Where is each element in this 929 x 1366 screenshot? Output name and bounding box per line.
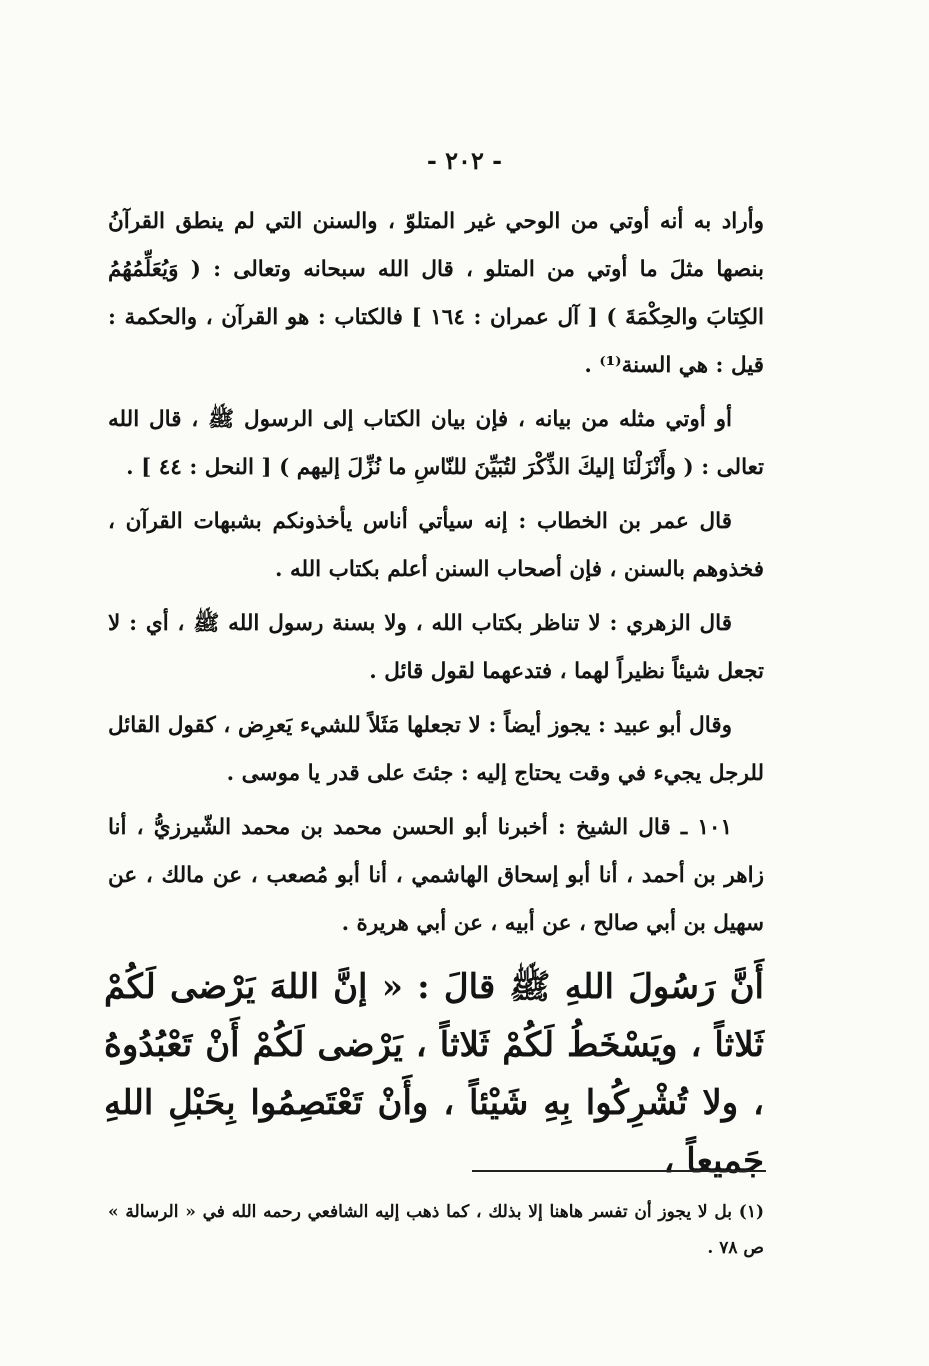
page-number: - ٢٠٢ - (426, 146, 503, 175)
paragraph-4: قال الزهري : لا تناظر بكتاب الله ، ولا بسنة رسول الله ﷺ ، أي : لا تجعل شيئاً نظيراً لهما ، فتدعهما لقول قائل . (108, 611, 764, 684)
paragraph-2: أو أوتي مثله من بيانه ، فإن بيان الكتاب إلى الرسول ﷺ ، قال الله تعالى : ( وأَنْزَلْنَا إليكَ الذِّكْرَ لتُبَيِّنَ للنّاسِ ما نُزِّلَ إليهم ) [ النحل : ٤٤ ] . (108, 407, 764, 480)
paragraph-1: وأراد به أنه أوتي من الوحي غير المتلوّ ، والسنن التي لم ينطق القرآنُ بنصها مثلَ ما أوتي من المتلو ، قال الله سبحانه وتعالى : ( وَيُعَلِّمُهُمُ الكِتابَ والحِكْمَةَ ) [ آل عمران : ١٦٤ ] فالكتاب : هو القرآن ، والحكمة : قيل : هي السنة⁽¹⁾ . (108, 209, 764, 378)
main-text (108, 198, 764, 954)
footnote-divider (472, 1170, 766, 1172)
footnote: (١) بل لا يجوز أن تفسر هاهنا إلا بذلك ، كما ذهب إليه الشافعي رحمه الله في « الرسالة » ص ٧٨ . (108, 1202, 764, 1258)
hadith-text: أَنَّ رَسُولَ اللهِ ﷺ قالَ : « إنَّ اللهَ يَرْضى لَكُمْ ثَلاثاً ، ويَسْخَطُ لَكُمْ ثَلاثاً ، يَرْضى لَكُمْ أَنْ تَعْبُدُوهُ ، ولا تُشْرِكُوا بِهِ شَيْئاً ، وأَنْ تَعْتَصِمُوا بِحَبْلِ اللهِ جَميعاً ، (104, 967, 764, 1181)
paragraph-isnad: ١٠١ ـ قال الشيخ : أخبرنا أبو الحسن محمد بن محمد الشّيرزيُّ ، أنا زاهر بن أحمد ، أنا أبو إسحاق الهاشمي ، أنا أبو مُصعب ، عن مالك ، عن سهيل بن أبي صالح ، عن أبيه ، عن أبي هريرة . (108, 815, 764, 936)
paragraph-5: وقال أبو عبيد : يجوز أيضاً : لا تجعلها مَثَلاً للشيء يَعرِض ، كقول القائل للرجل يجيء في وقت يحتاج إليه : جئتَ على قدر يا موسى . (108, 713, 764, 786)
paragraph-3: قال عمر بن الخطاب : إنه سيأتي أناس يأخذونكم بشبهات القرآن ، فخذوهم بالسنن ، فإن أصحاب السنن أعلم بكتاب الله . (108, 509, 764, 582)
